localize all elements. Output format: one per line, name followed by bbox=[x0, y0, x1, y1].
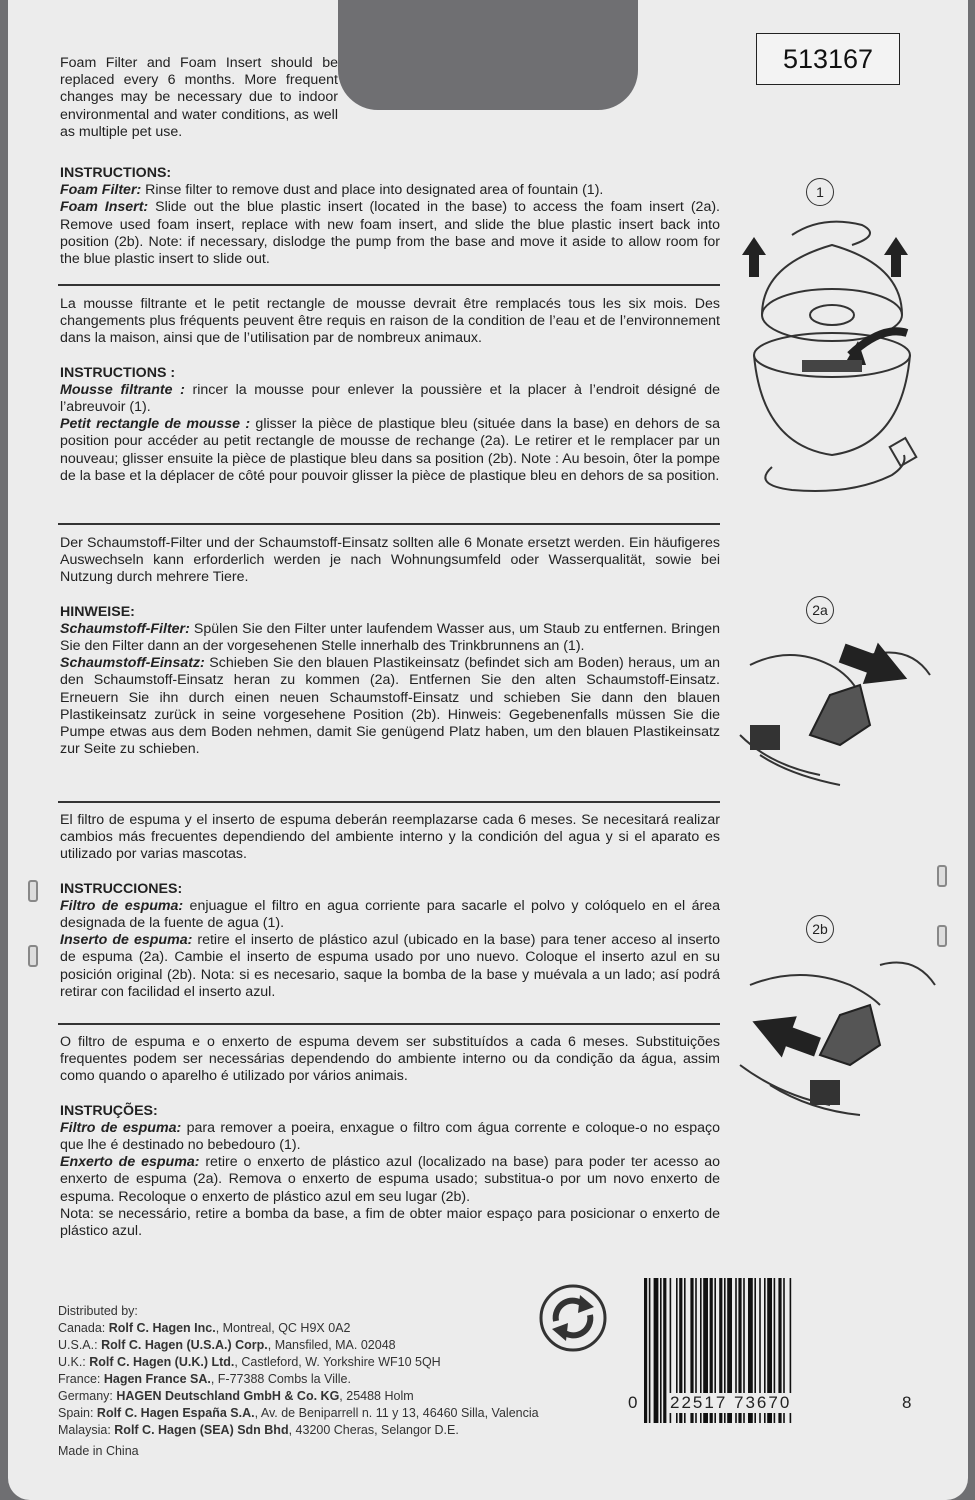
made-in: Made in China bbox=[58, 1444, 139, 1458]
distributor-line: Spain: Rolf C. Hagen España S.A., Av. de Beniparrell n. 11 y 13, 46460 Silla, Valencia bbox=[58, 1406, 539, 1420]
clip bbox=[28, 945, 38, 967]
barcode-bar bbox=[660, 1278, 662, 1423]
divider bbox=[58, 523, 720, 525]
arrow-in-icon bbox=[744, 1003, 825, 1068]
german-section: Der Schaumstoff-Filter und der Schaumstoff-Einsatz sollten alle 6 Monate ersetzt werden. Ein häufigeres Auswechseln kann erforderlich werden je nach Wohnungsumfeld oder Wasserqualität, sowie bei Nutzung durch mehrere Tiere. HINWEISE: Schaumstoff-Filter: Spülen Sie den Filter unter laufendem Wasser aus, um Staub zu entfernen. Bringen Sie den Filter dann an der vorgesehenen Stelle innerhalb des Trinkbrunnens an (1). Schaumstoff-Einsatz: Schieben Sie den blauen Plastikeinsatz (befindet sich am Boden) heraus, um an den Schaumstoff-Einsatz heran zu kommen (2a). Entfernen Sie den alten Schaumstoff-Einsatz. Erneuern Sie ihn durch einen neuen Schaumstoff-Einsatz und schieben Sie dann den blauen Plastikeinsatz zurück in seine vorgesehene Position (2b). Hinweis: Gegebenenfalls müssen Sie die Pumpe etwas aus dem Boden nehmen, damit Sie genügend Platz haben, um den blauen Plastikeinsatz zur Seite zu schieben. bbox=[60, 535, 720, 758]
portuguese-section: O filtro de espuma e o enxerto de espuma devem ser substituídos a cada 6 meses. Substituições frequentes podem ser necessárias dependendo do ambiente interno ou da condição da água, assim como quando o aparelho é utilizado por vários animais. INSTRUÇÕES: Filtro de espuma: para remover a poeira, enxague o filtro com água corrente e coloque-o no espaço que lhe é destinado no bebedouro (1). Enxerto de espuma: retire o enxerto de plástico azul (localizado na base) para poder ter acesso ao enxerto de espuma (2a). Remova o enxerto de espuma usado; substitua-o por um novo enxerto de espuma. Recoloque o enxerto de plástico azul em seu lugar (2b). Nota: se necessário, retire a bomba da base, a fim de obter maior espaço para posicionar o enxerto de plástico azul. bbox=[60, 1034, 721, 1240]
english-instructions: INSTRUCTIONS: Foam Filter: Rinse filter to remove dust and place into designated area of fountain (1). Foam Insert: Slide out the blue plastic insert (located in the base) to access the foam insert (2a). Remove used foam insert, replace with new foam insert, and slide the blue plastic insert back into position (2b). Note: if necessary, dislodge the pump from the base and move it aside to allow room for the blue plastic insert to slide out. bbox=[60, 165, 720, 268]
hang-hole bbox=[338, 0, 638, 110]
clip bbox=[28, 880, 38, 902]
divider bbox=[58, 1023, 720, 1025]
section-heading: INSTRUCTIONS: bbox=[60, 165, 172, 181]
figure-label: 2b bbox=[806, 915, 834, 943]
divider bbox=[58, 801, 720, 803]
product-code: 513167 bbox=[756, 33, 900, 85]
distributor-list: Distributed by: Canada: Rolf C. Hagen Inc., Montreal, QC H9X 0A2 U.S.A.: Rolf C. Hagen (U.S.A.) Corp., Mansfiled, MA. 02048 U.K.: Rolf C. Hagen (U.K.) Ltd., Castleford, W. Yorkshire WF10 5QH France: Hagen France SA., F-77388 Combs la Ville. Germany: HAGEN Deutschland GmbH & Co. KG, 25488 Holm Spain: Rolf C. Hagen España S.A., Av. de Beniparrell n. 11 y 13, 46460 Silla, Valencia Malaysia: Rolf C. Hagen (SEA) Sdn Bhd, 43200 Cheras, Selangor D.E. Made in China bbox=[58, 1303, 618, 1460]
barcode-right-digit: 8 bbox=[902, 1393, 912, 1412]
barcode-digits: 22517 73670 bbox=[670, 1393, 792, 1412]
divider bbox=[58, 284, 720, 286]
filter-label: Foam Filter: bbox=[60, 182, 142, 199]
barcode-bar bbox=[663, 1278, 666, 1423]
distributor-line: Malaysia: Rolf C. Hagen (SEA) Sdn Bhd, 43200 Cheras, Selangor D.E. bbox=[58, 1423, 459, 1437]
insert-replace-illustration bbox=[730, 945, 945, 1125]
arrow-up-icon bbox=[884, 237, 908, 277]
french-section: La mousse filtrante et le petit rectangle de mousse devrait être remplacés tous les six mois. Des changements plus fréquents peuvent être requis en raison de la condition de l’eau et de l’environnement dans la maison, ainsi que de l’utilisation par de nombreux animaux. INSTRUCTIONS : Mousse filtrante : rincer la mousse pour enlever la poussière et la placer à l’endroit désigné de l’abreuvoir (1). Petit rectangle de mousse : glisser la pièce de plastique bleu (située dans la base) en dehors de sa position pour accéder au petit rectangle de mousse de rechange (2a). Le retirer et le remplacer par un nouveau; glisser ensuite la pièce de plastique bleu dans sa position (2b). Note : Au besoin, ôter la pompe de la base et la déplacer de côté pour pouvoir glisser la pièce de plastique bleu en dehors de sa position. bbox=[60, 296, 721, 484]
barcode-bar bbox=[654, 1278, 659, 1423]
fountain-illustration bbox=[732, 205, 942, 505]
barcode-bar bbox=[644, 1278, 647, 1423]
english-intro: Foam Filter and Foam Insert should be replaced every 6 months. More frequent changes may be necessary due to indoor environmental and water conditions, as well as multiple pet use. bbox=[60, 55, 338, 140]
distributor-line: Germany: HAGEN Deutschland GmbH & Co. KG, 25488 Holm bbox=[58, 1389, 414, 1403]
figure-label: 1 bbox=[806, 178, 834, 206]
distributor-line: France: Hagen France SA., F-77388 Combs la Ville. bbox=[58, 1372, 351, 1386]
arrow-in-icon bbox=[835, 632, 916, 697]
insert-removal-illustration bbox=[730, 625, 945, 795]
distributor-line: U.S.A.: Rolf C. Hagen (U.S.A.) Corp., Mansfiled, MA. 02048 bbox=[58, 1338, 396, 1352]
spanish-section: El filtro de espuma y el inserto de espuma deberán reemplazarse cada 6 meses. Se necesitará realizar cambios más frecuentes dependiendo del ambiente interno y la condición del agua y si el aparato es utilizado por varias mascotas. INSTRUCCIONES: Filtro de espuma: enjuague el filtro en agua corriente para sacarle el polvo y colóquelo en el área designada de la fuente de agua (1). Inserto de espuma: retire el inserto de plástico azul (ubicado en la base) para tener acceso al inserto de espuma (2a). Cambie el inserto de espuma usado por uno nuevo. Coloque el inserto azul en su posición original (2b). Nota: si es necesario, saque la bomba de la base y muévala a un lado; así podrá retirar con facilidad el inserto azul. bbox=[60, 812, 720, 1000]
recycle-icon bbox=[538, 1283, 608, 1353]
clip bbox=[937, 925, 947, 947]
barcode-left-digit: 0 bbox=[628, 1393, 638, 1412]
clip bbox=[937, 865, 947, 887]
distributor-line: U.K.: Rolf C. Hagen (U.K.) Ltd., Castleford, W. Yorkshire WF10 5QH bbox=[58, 1355, 441, 1369]
distributor-line: Canada: Rolf C. Hagen Inc., Montreal, QC H9X 0A2 bbox=[58, 1321, 351, 1335]
insert-label: Foam Insert: bbox=[60, 199, 149, 216]
barcode-bar bbox=[649, 1278, 651, 1423]
arrow-up-icon bbox=[742, 237, 766, 277]
figure-label: 2a bbox=[806, 596, 834, 624]
